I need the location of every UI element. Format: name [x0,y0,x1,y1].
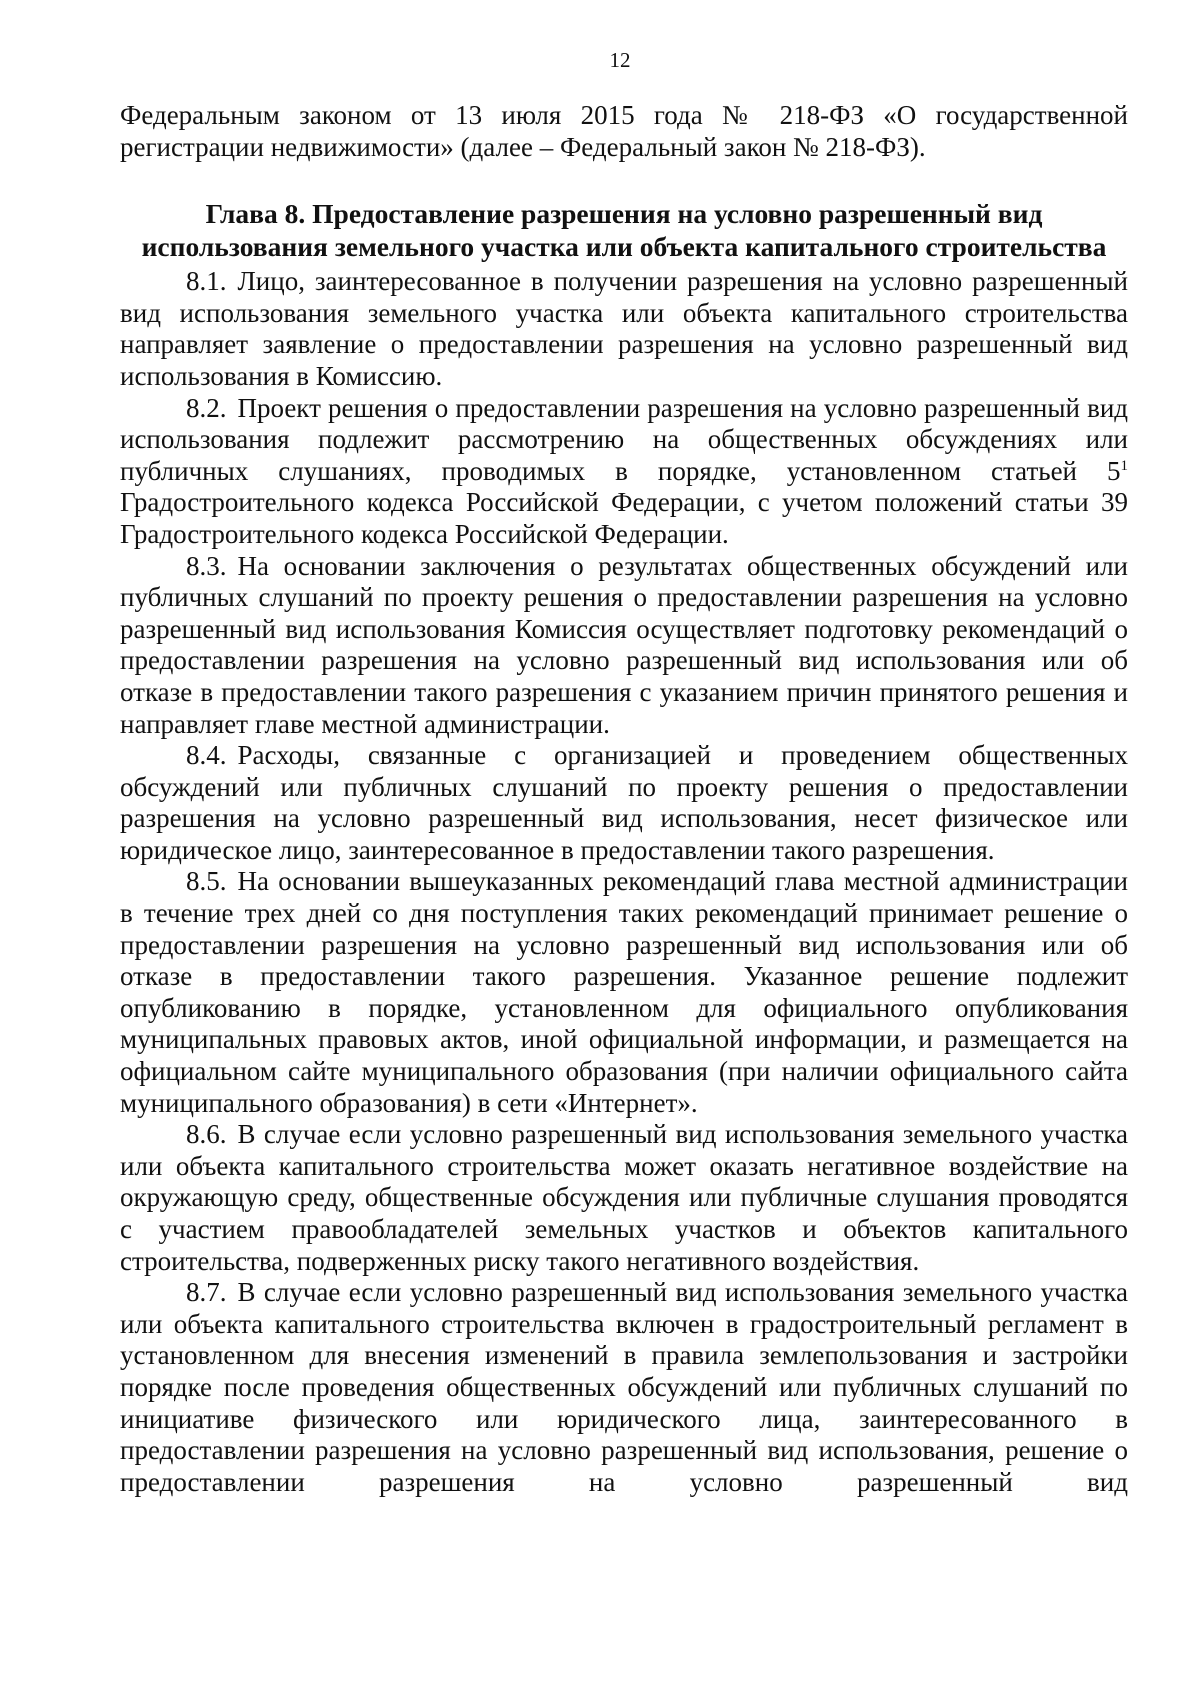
chapter-heading-line-2: использования земельного участка или объекта капитального строительства [141,231,1107,263]
article-superscript: 1 [1120,457,1128,474]
item-8-6 [120,1119,1128,1277]
item-number: 8.7. [186,1277,227,1308]
item-8-5 [120,866,1128,1119]
document-body [120,100,1128,1498]
item-8-1 [120,266,1128,392]
item-8-3 [120,551,1128,741]
item-8-7 [120,1277,1128,1498]
item-number: 8.6. [186,1119,227,1150]
item-number: 8.3. [186,550,227,581]
page-number: 12 [609,48,631,72]
item-8-4 [120,740,1128,866]
chapter-heading [120,197,1128,263]
item-text: На основании вышеуказанных рекомендаций глава местной администрации в течение трех дней со дня поступления таких рекомендаций принимает решение о предоставлении разрешения на условно разрешенный вид использования или об отказе в предоставлении такого разрешения. Указанное решение подлежит опубликованию в порядке, установленном для официального опубликования муниципальных правовых актов, иной официальной информации, и размещается на официальном сайте муниципального образования (при наличии официального сайта муниципального образования) в сети «Интернет». [120,866,1128,1118]
item-8-2 [120,393,1128,551]
item-number: 8.1. [186,266,227,297]
item-number: 8.5. [186,866,227,897]
item-text: Расходы, связанные с организацией и проведением общественных обсуждений или публичных слушаний по проекту решения о предоставлении разрешения на условно разрешенный вид использования, несет физическое или юридическое лицо, заинтересованное в предоставлении такого разрешения. [120,740,1128,865]
item-text-continued: Градостроительного кодекса Российской Федерации, с учетом положений статьи 39 Градостроительного кодекса Российской Федерации. [120,487,1128,549]
item-text: В случае если условно разрешенный вид использования земельного участка или объекта капитального строительства может оказать негативное воздействие на окружающую среду, общественные обсуждения или публичные слушания проводятся с участием правообладателей земельных участков и объектов капитального строительства, подверженных риску такого негативного воздействия. [120,1119,1128,1276]
item-text: Проект решения о предоставлении разрешения на условно разрешенный вид использования подлежит рассмотрению на общественных обсуждениях или публичных слушаниях, проводимых в порядке, установленном статьей 5 [120,392,1128,486]
item-number: 8.4. [186,740,227,771]
intro-paragraph: Федеральным законом от 13 июля 2015 года № 218-ФЗ «О государственной регистрации недвижимости» (далее – Федеральный закон № 218-ФЗ). [120,100,1128,162]
chapter-heading-line-1: Глава 8. Предоставление разрешения на условно разрешенный вид [205,198,1043,230]
item-text: На основании заключения о результатах общественных обсуждений или публичных слушаний по проекту решения о предоставлении разрешения на условно разрешенный вид использования Комиссия осуществляет подготовку рекомендаций о предоставлении разрешения на условно разрешенный вид использования или об отказе в предоставлении такого разрешения с указанием причин принятого решения и направляет главе местной администрации. [120,550,1128,739]
item-number: 8.2. [186,392,227,423]
item-text: В случае если условно разрешенный вид использования земельного участка или объекта капитального строительства включен в градостроительный регламент в установленном для внесения изменений в правила землепользования и застройки порядке после проведения общественных обсуждений или публичных слушаний по инициативе физического или юридического лица, заинтересованного в предоставлении разрешения на условно разрешенный вид использования, решение о предоставлении разрешения на условно разрешенный вид [120,1277,1128,1497]
item-text: Лицо, заинтересованное в получении разрешения на условно разрешенный вид использования земельного участка или объекта капитального строительства направляет заявление о предоставлении разрешения на условно разрешенный вид использования в Комиссию. [120,266,1128,391]
